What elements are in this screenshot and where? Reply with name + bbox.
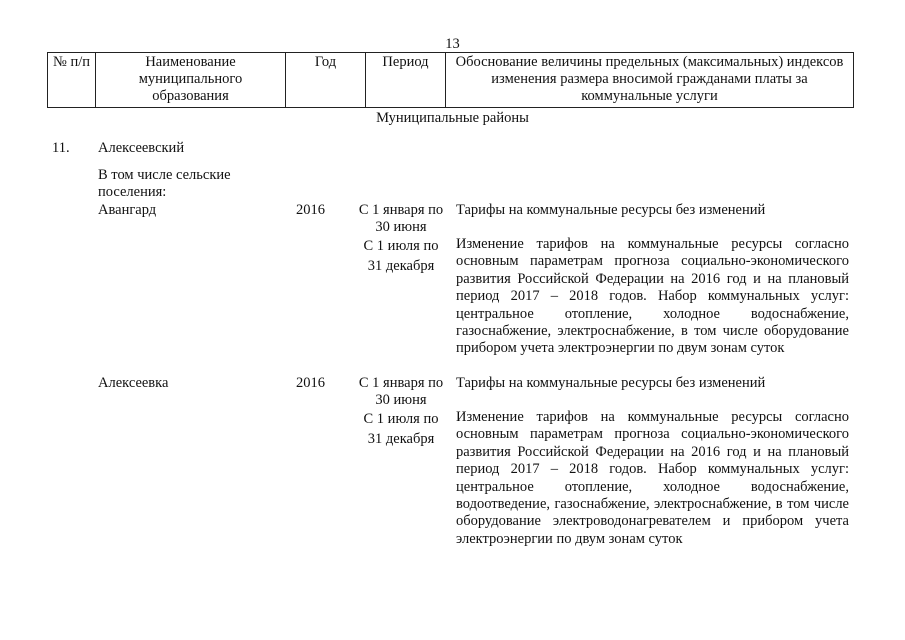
settlement-period-second-half: С 1 июля по 31 декабря [363, 411, 439, 447]
settlement-period-second-half: С 1 июля по 31 декабря [363, 238, 439, 274]
settlement-name: Алексеевка [98, 375, 169, 391]
district-subtitle: В том числе сельские поселения: [98, 167, 231, 200]
page-number: 13 [445, 36, 460, 52]
header-year: Год [286, 53, 366, 108]
district-name: Алексеевский [98, 140, 185, 156]
settlement-name: Авангард [98, 202, 157, 218]
settlement-period-first-half: С 1 января по 30 июня [358, 375, 444, 408]
settlement-tariff-change: Изменение тарифов на коммунальные ресурсы согласно основным параметрам прогноза социально-экономического развития Российской Федерации на 2016 год и на плановый период 2017 – 2018 годов. Набор коммунальных услуг: центральное отопление, холодное водоснабжение, водоотведение, газоснабжение, электроснабжение, в том числе оборудование электроводонагревателем и прибором учета электроэнергии по двум зонам суток [456, 409, 849, 547]
settlement-tariff-unchanged: Тарифы на коммунальные ресурсы без изменений [456, 375, 766, 391]
settlement-year: 2016 [296, 375, 325, 391]
section-title: Муниципальные районы [376, 110, 529, 126]
district-number: 11. [52, 140, 70, 156]
header-justification: Обоснование величины предельных (максимальных) индексов изменения размера вносимой гражданами платы за коммунальные услуги [446, 53, 854, 108]
settlement-period-first-half: С 1 января по 30 июня [358, 202, 444, 235]
header-row [48, 53, 854, 108]
header-period: Период [366, 53, 446, 108]
header-municipality: Наименование муниципального образования [96, 53, 286, 108]
settlement-tariff-unchanged: Тарифы на коммунальные ресурсы без изменений [456, 202, 766, 218]
header-number: № п/п [48, 53, 96, 108]
table-header [47, 52, 854, 108]
settlement-tariff-change: Изменение тарифов на коммунальные ресурсы согласно основным параметрам прогноза социально-экономического развития Российской Федерации на 2016 год и на плановый период 2017 – 2018 годов. Набор коммунальных услуг: центральное отопление, холодное водоснабжение, газоснабжение, электроснабжение, в том числе оборудование прибором учета электроэнергии по двум зонам суток [456, 236, 849, 357]
settlement-year: 2016 [296, 202, 325, 218]
